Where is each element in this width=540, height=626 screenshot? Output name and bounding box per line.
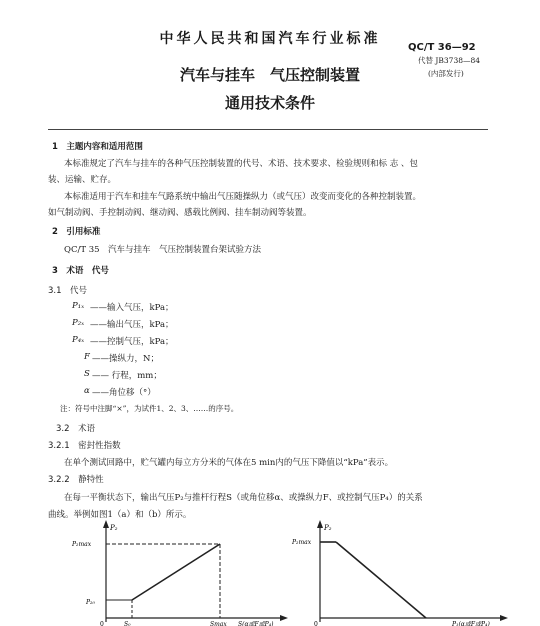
section-1-paragraph-2-cont: 如气制动阀、手控制动阀、继动阀、感载比例阀、挂车制动阀等装置。 [48,208,312,218]
origin-label: 0 [314,621,318,626]
section-3-2-2-heading: 3.2.2 静特性 [48,475,104,485]
code-description: ——输出气压，kPa； [90,320,174,330]
static-characteristic-definition: 在每一平衡状态下，输出气压P₂与推杆行程S（或角位移α、或操纵力F、或控制气压P₄）的关系 [64,493,423,503]
x-axis-arrow [280,615,288,621]
code-description: ——操纵力，N； [92,354,159,364]
document-title: 汽车与挂车 气压控制装置 [179,66,360,84]
code-symbol: F [84,352,90,362]
standard-code: QC/T 36—92 [408,42,476,53]
code-description: ——角位移（°） [92,388,156,398]
section-3-1-heading: 3.1 代号 [48,286,88,296]
origin-label: 0 [100,621,104,626]
x-tick-max: Smax [210,621,227,626]
x-axis-label: P₁(α或F或P₄) [452,621,490,626]
referenced-standard: QC/T 35 汽车与挂车 气压控制装置台架试验方法 [64,245,262,255]
symbol-note: 注：符号中注脚“×”，为试件1、2、3、……的序号。 [60,404,239,413]
section-1-paragraph-1-cont: 装、运输、贮存。 [48,175,117,185]
replaces-note: 代替 JB3738—84 [418,56,481,65]
section-3-heading: 3 术语 代号 [52,266,109,276]
figure-1b-static-characteristic [290,520,520,626]
section-2-heading: 2 引用标准 [52,227,101,237]
section-3-2-1-heading: 3.2.1 密封性指数 [48,441,121,451]
section-1-heading: 1 主题内容和适用范围 [52,142,143,152]
code-symbol: S [84,369,90,379]
tightness-index-definition: 在单个测试回路中，贮气罐内每立方分米的气体在5 min内的气压下降值以“kPa”表示。 [64,458,394,468]
standard-header-title: 中华人民共和国汽车行业标准 [159,31,381,47]
code-symbol: P₁ₓ [72,301,85,311]
y-axis-arrow [317,520,323,528]
document-subtitle: 通用技术条件 [224,94,315,112]
code-symbol: P₂ₓ [72,318,85,328]
characteristic-curve [132,544,220,600]
x-axis-arrow [500,615,508,621]
x-axis-label: S(α或F或P₄) [238,621,274,626]
code-symbol: α [84,386,90,396]
figure-1a-static-characteristic [70,520,290,626]
section-3-2-heading: 3.2 术语 [56,424,96,434]
code-description: ——输入气压，kPa； [90,303,174,313]
code-symbol: P₄ₓ [72,335,85,345]
y-axis-label: P₂ [324,524,332,532]
section-1-paragraph-2: 本标准适用于汽车和挂车气路系统中输出气压随操纵力（或气压）改变而变化的各种控制装置。 [64,192,422,202]
y-axis-arrow [103,520,109,528]
y-axis-label: P₂ [110,524,118,532]
characteristic-curve [336,542,426,618]
y-initial-label: P₂₀ [86,599,95,606]
internal-release-note: (内部发行) [428,69,464,78]
section-1-paragraph-1: 本标准规定了汽车与挂车的各种气压控制装置的代号、术语、技术要求、检验规则和标 志 、包 [64,159,418,169]
header-divider [48,129,488,130]
y-max-label: P₂max [292,539,312,546]
y-max-label: P₂max [72,541,92,548]
static-characteristic-definition-cont: 曲线。举例如图1（a）和（b）所示。 [48,510,192,520]
code-description: ——控制气压，kPa； [90,337,174,347]
code-description: —— 行程，mm； [92,371,162,381]
x-tick-initial: S₀ [124,621,131,626]
